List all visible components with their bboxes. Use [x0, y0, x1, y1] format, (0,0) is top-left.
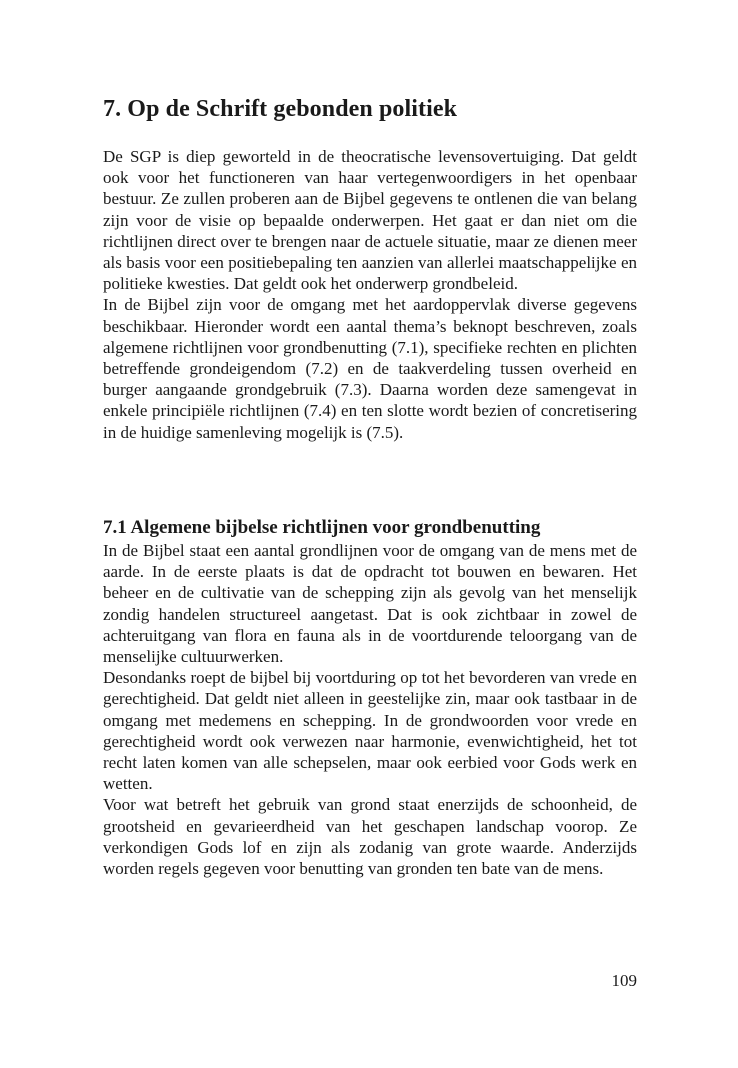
chapter-paragraph-1: De SGP is diep geworteld in de theocratische levensovertuiging. Dat geldt ook voor het functioneren van haar vertegenwoordigers in het openbaar bestuur. Ze zullen proberen aan de Bijbel gegevens te ontlenen die van belang zijn voor de visie op bepaalde onderwerpen. Het gaat er dan niet om die richtlijnen direct over te brengen naar de actuele situatie, maar ze dienen meer als basis voor een positiebepaling ten aanzien van allerlei maatschappelijke en politieke kwesties. Dat geldt ook het onderwerp grondbeleid.: [103, 147, 637, 294]
page-number: 109: [611, 971, 637, 990]
section-body: [103, 540, 637, 879]
chapter-title: 7. Op de Schrift gebonden politiek: [103, 96, 458, 122]
chapter-body: [103, 146, 637, 443]
chapter-paragraph-2: In de Bijbel zijn voor de omgang met het aardoppervlak diverse gegevens beschikbaar. Hieronder wordt een aantal thema’s beknopt beschreven, zoals algemene richtlijnen voor grondbenutting (7.1), specifieke rechten en plichten betreffende grondeigendom (7.2) en de taakverdeling tussen overheid en burger aangaande grondgebruik (7.3). Daarna worden deze samengevat in enkele principiële richtlijnen (7.4) en ten slotte wordt bezien of concretisering in de huidige samenleving mogelijk is (7.5).: [103, 295, 637, 442]
section-paragraph-3: Voor wat betreft het gebruik van grond staat enerzijds de schoonheid, de grootsheid en gevarieerdheid van het geschapen landschap voorop. Ze verkondigen Gods lof en zijn als zodanig van grote waarde. Anderzijds worden regels gegeven voor benutting van gronden ten bate van de mens.: [103, 795, 637, 879]
section-paragraph-2: Desondanks roept de bijbel bij voortduring op tot het bevorderen van vrede en gerechtigheid. Dat geldt niet alleen in geestelijke zin, maar ook tastbaar in de omgang met medemens en schepping. In de grondwoorden voor vrede en gerechtigheid wordt ook verwezen naar harmonie, evenwichtigheid, het tot recht laten komen van alle schepselen, maar ook eerbied voor Gods werk en wetten.: [103, 668, 637, 794]
section-title: 7.1 Algemene bijbelse richtlijnen voor grondbenutting: [103, 517, 541, 538]
section-paragraph-1: In de Bijbel staat een aantal grondlijnen voor de omgang van de mens met de aarde. In de eerste plaats is dat de opdracht tot bouwen en bewaren. Het beheer en de cultivatie van de schepping zijn als gevolg van het menselijk zondig handelen structureel aangetast. Dat is ook zichtbaar in zowel de achteruitgang van flora en fauna als in de voortdurende teloorgang van de menselijke cultuurwerken.: [103, 541, 637, 667]
document-page: [103, 0, 637, 1068]
